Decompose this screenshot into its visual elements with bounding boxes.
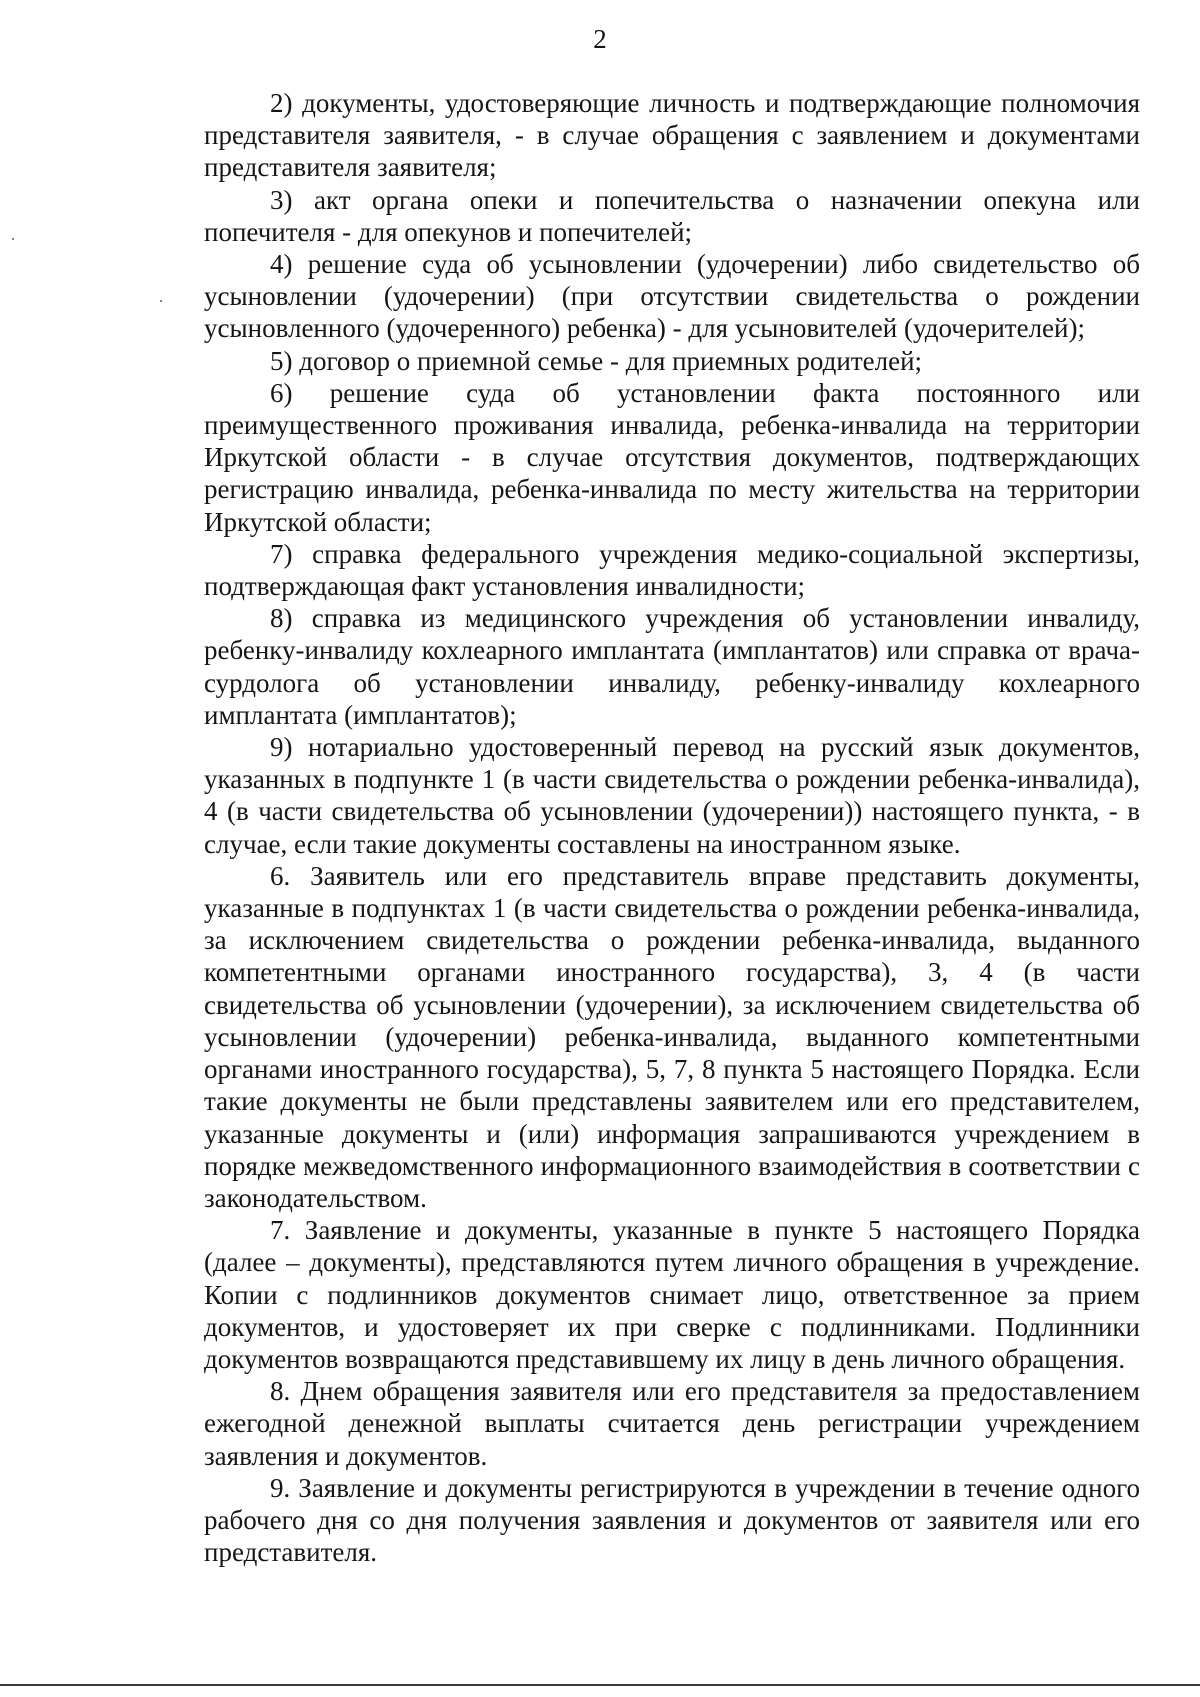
paragraph-item-8: 8) справка из медицинского учреждения об установлении инвалиду, ребенку-инвалиду кохлеарного имплантата (имплантатов) или справка от врача-сурдолога об установлении инвалиду, ребенку-инвалиду кохлеарного имплантата (имплантатов); xyxy=(204,603,1140,730)
paragraph-item-4: 4) решение суда об усыновлении (удочерении) либо свидетельство об усыновлении (удочерении) (при отсутствии свидетельства о рождении усыновленного (удочеренного) ребенка) - для усыновителей (удочерителей); xyxy=(204,249,1140,344)
paragraph-item-2: 2) документы, удостоверяющие личность и подтверждающие полномочия представителя заявителя, - в случае обращения с заявлением и документами представителя заявителя; xyxy=(204,88,1140,183)
paragraph-section-9: 9. Заявление и документы регистрируются в учреждении в течение одного рабочего дня со дня получения заявления и документов от заявителя или его представителя. xyxy=(204,1472,1140,1568)
bottom-rule xyxy=(0,1684,1200,1686)
paragraph-section-7: 7. Заявление и документы, указанные в пункте 5 настоящего Порядка (далее – документы), представляются путем личного обращения в учреждение. Копии с подлинников документов снимает лицо, ответственное за прием документов, и удостоверяет их при сверке с подлинниками. Подлинники документов возвращаются представившему их лицу в день личного обращения. xyxy=(204,1215,1140,1374)
document-body xyxy=(204,87,1140,1568)
paragraph-section-8: 8. Днем обращения заявителя или его представителя за предоставлением ежегодной денежной выплаты считается день регистрации учреждением заявления и документов. xyxy=(204,1376,1140,1471)
paragraph-item-9: 9) нотариально удостоверенный перевод на русский язык документов, указанных в подпункте 1 (в части свидетельства о рождении ребенка-инвалида), 4 (в части свидетельства об усыновлении (удочерении)) настоящего пункта, - в случае, если такие документы составлены на иностранном языке. xyxy=(204,732,1140,859)
paragraph-item-7: 7) справка федерального учреждения медико-социальной экспертизы, подтверждающая факт установления инвалидности; xyxy=(204,538,1140,602)
paragraph-item-3: 3) акт органа опеки и попечительства о назначении опекуна или попечителя - для опекунов и попечителей; xyxy=(204,184,1140,247)
paragraph-item-6: 6) решение суда об установлении факта постоянного или преимущественного проживания инвалида, ребенка-инвалида на территории Иркутской области - в случае отсутствия документов, подтверждающих регистрацию инвалида, ребенка-инвалида по месту жительства на территории Иркутской области; xyxy=(204,377,1140,537)
paragraph-item-5: 5) договор о приемной семье - для приемных родителей; xyxy=(270,345,923,376)
paragraph-section-6: 6. Заявитель или его представитель вправе представить документы, указанные в подпунктах 1 (в части свидетельства о рождении ребенка-инвалида, за исключением свидетельства о рождении ребенка-инвалида, выданного компетентными органами иностранного государства), 3, 4 (в части свидетельства об усыновлении (удочерении), за исключением свидетельства об усыновлении (удочерении) ребенка-инвалида, выданного компетентными органами иностранного государства), 5, 7, 8 пункта 5 настоящего Порядка. Если такие документы не были представлены заявителем или его представителем, указанные документы и (или) информация запрашиваются учреждением в порядке межведомственного информационного взаимодействия в соответствии с законодательством. xyxy=(204,860,1140,1213)
scan-speck xyxy=(12,238,14,240)
page-number: 2 xyxy=(593,24,607,54)
scan-speck xyxy=(160,300,162,302)
